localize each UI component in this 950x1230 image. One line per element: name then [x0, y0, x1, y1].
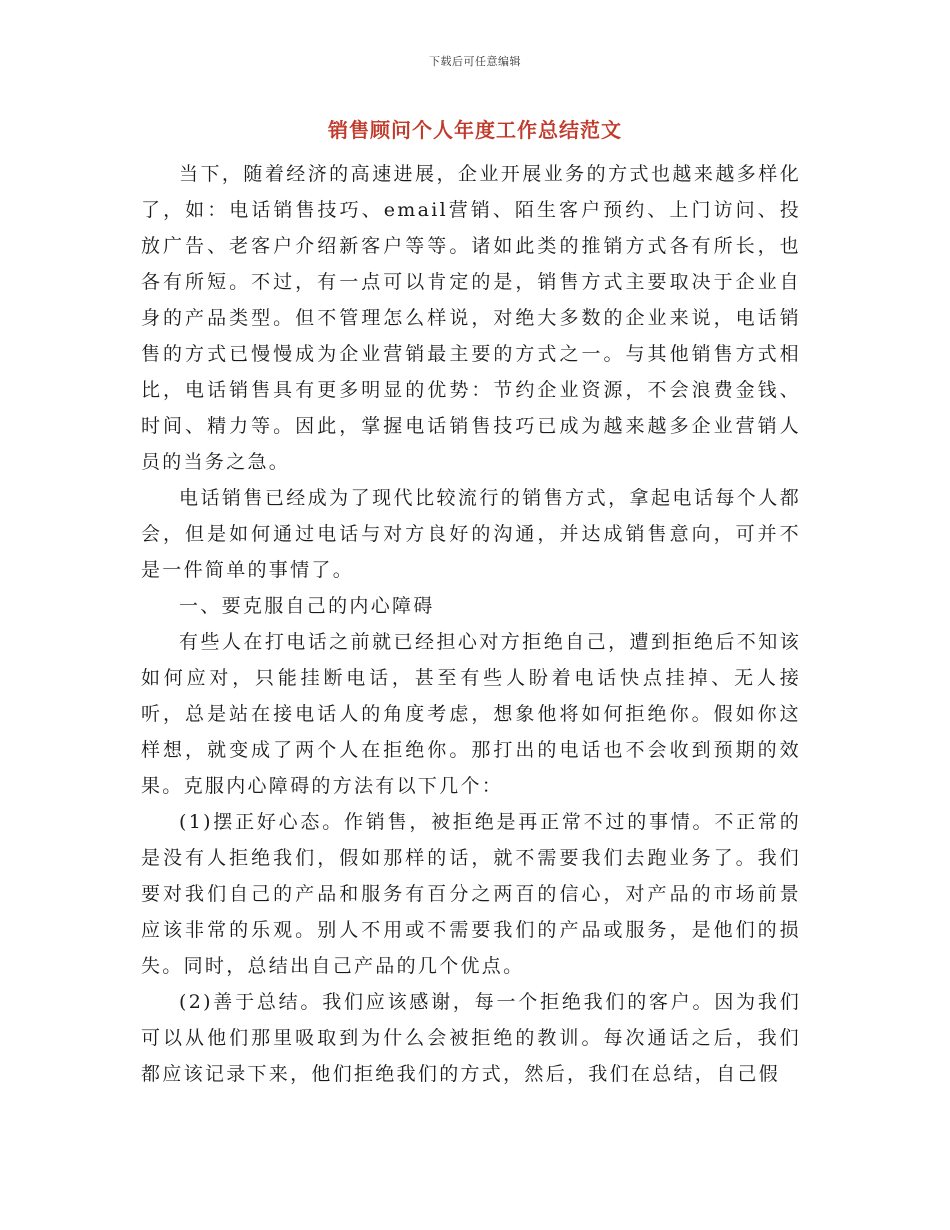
paragraph-item-2: (2)善于总结。我们应该感谢，每一个拒绝我们的客户。因为我们可以从他们那里吸取到为什么会被拒绝的教训。每次通话之后，我们都应该记录下来，他们拒绝我们的方式，然后，我们在总结，自己假 — [141, 991, 801, 1085]
paragraph-item-1: (1)摆正好心态。作销售，被拒绝是再正常不过的事情。不正常的是没有人拒绝我们，假如那样的话，就不需要我们去跑业务了。我们要对我们自己的产品和服务有百分之两百的信心，对产品的市场前景应该非常的乐观。别人不用或不需要我们的产品或服务，是他们的损失。同时，总结出自己产品的几个优点。 — [141, 811, 801, 977]
header-note: 下载后可任意编辑 — [429, 55, 521, 68]
document-title: 销售顾问个人年度工作总结范文 — [328, 118, 622, 142]
paragraph-inner-barrier: 有些人在打电话之前就已经担心对方拒绝自己，遭到拒绝后不知该如何应对，只能挂断电话，甚至有些人盼着电话快点挂掉、无人接听，总是站在接电话人的角度考虑，想象他将如何拒绝你。假如你这样想，就变成了两个人在拒绝你。那打出的电话也不会收到预期的效果。克服内心障碍的方法有以下几个： — [141, 631, 801, 797]
section-heading-1: 一、要克服自己的内心障碍 — [179, 595, 435, 617]
paragraph-phone-sales: 电话销售已经成为了现代比较流行的销售方式，拿起电话每个人都会，但是如何通过电话与对方良好的沟通，并达成销售意向，可并不是一件简单的事情了。 — [141, 487, 801, 581]
paragraph-intro: 当下，随着经济的高速进展，企业开展业务的方式也越来越多样化了，如：电话销售技巧、email营销、陌生客户预约、上门访问、投放广告、老客户介绍新客户等等。诸如此类的推销方式各有所长，也各有所短。不过，有一点可以肯定的是，销售方式主要取决于企业自身的产品类型。但不管理怎么样说，对绝大多数的企业来说，电话销售的方式已慢慢成为企业营销最主要的方式之一。与其他销售方式相比，电话销售具有更多明显的优势：节约企业资源，不会浪费金钱、时间、精力等。因此，掌握电话销售技巧已成为越来越多企业营销人员的当务之急。 — [141, 163, 801, 473]
document-body — [141, 156, 801, 1092]
